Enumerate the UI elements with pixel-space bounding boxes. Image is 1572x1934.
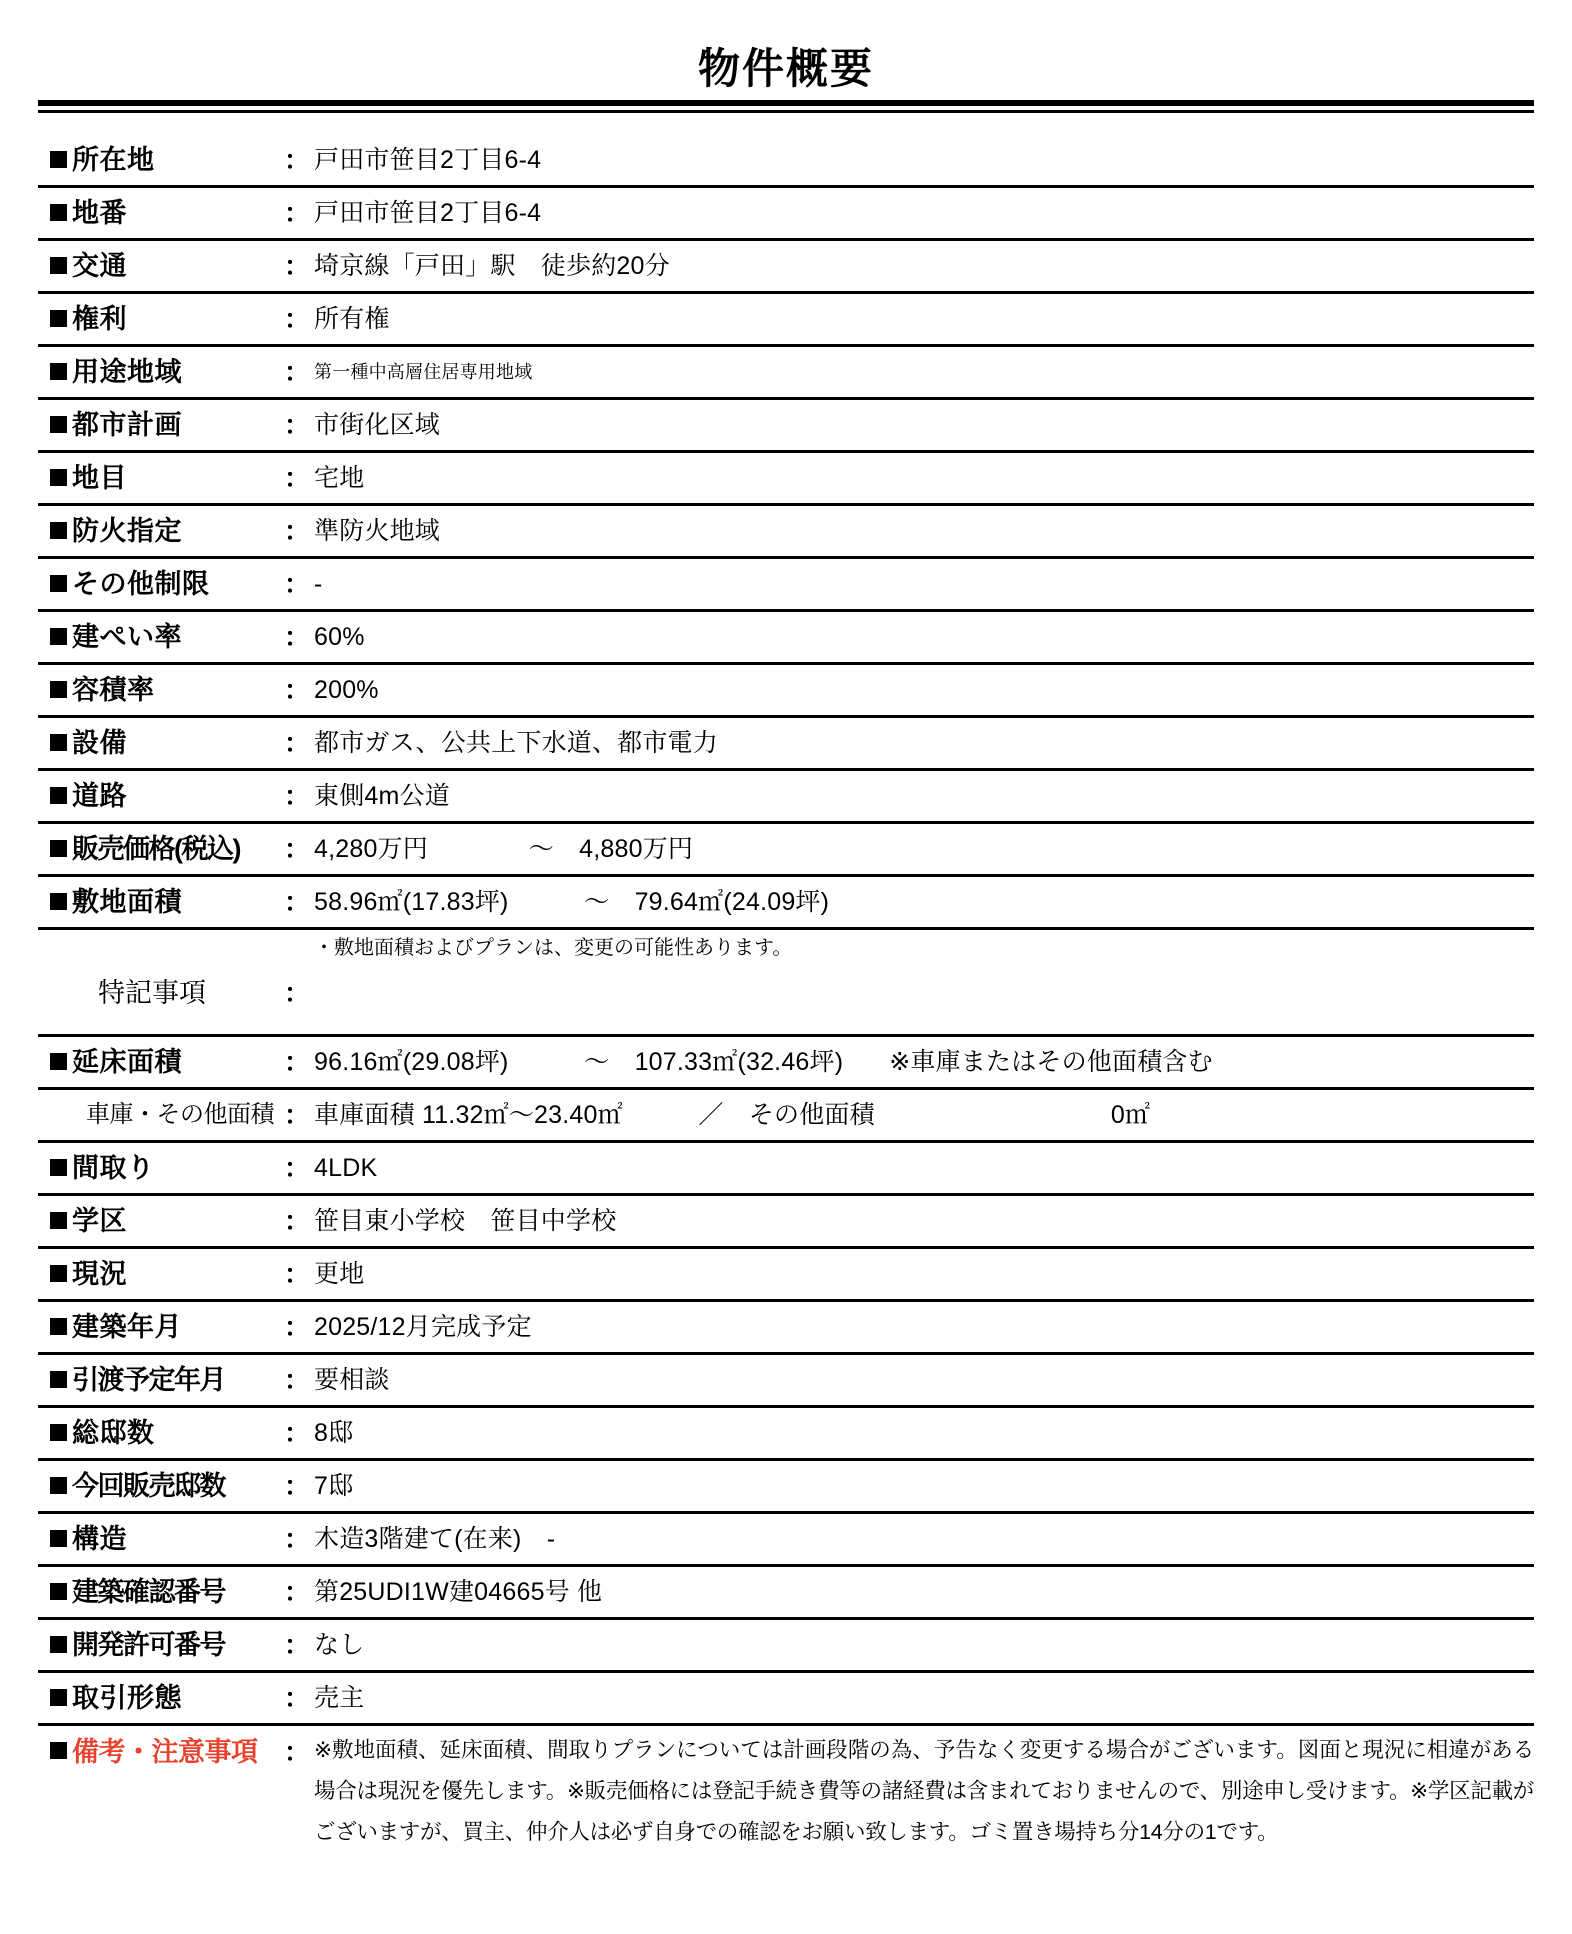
table-row — [38, 717, 1534, 770]
table-row — [38, 135, 1534, 187]
row-label: 道路 — [72, 781, 127, 812]
row-colon: ： — [284, 1630, 311, 1661]
table-row — [38, 1142, 1534, 1195]
row-value: - — [314, 570, 323, 599]
row-value: 2025/12月完成予定 — [314, 1313, 532, 1342]
table-row — [38, 240, 1534, 293]
row-value: 埼京線「戸田」駅 徒歩約20分 — [314, 252, 670, 281]
row-label: 販売価格(税込) — [72, 834, 240, 865]
table-row — [38, 664, 1534, 717]
row-label: 今回販売邸数 — [72, 1471, 225, 1502]
row-colon: ： — [284, 622, 311, 653]
row-colon: ： — [284, 1577, 311, 1608]
row-value: 宅地 — [314, 464, 365, 493]
row-value: 更地 — [314, 1260, 365, 1289]
row-colon: ： — [284, 1683, 311, 1714]
row-value-suffix: ※車庫またはその他面積含む — [889, 1048, 1213, 1077]
table-row — [38, 823, 1534, 876]
row-value: 第25UDI1W建04665号 他 — [314, 1578, 603, 1607]
row-colon: ： — [284, 357, 311, 388]
row-colon: ： — [284, 1100, 311, 1131]
bullet-icon — [50, 628, 67, 645]
row-value: 第一種中高層住居専用地域 — [314, 362, 533, 383]
bullet-icon — [50, 681, 67, 698]
row-colon: ： — [284, 1471, 311, 1502]
row-label: 延床面積 — [72, 1047, 182, 1078]
bullet-icon — [50, 893, 67, 910]
row-label: 権利 — [72, 304, 127, 335]
table-row — [38, 452, 1534, 505]
bullet-icon — [50, 1636, 67, 1653]
row-colon: ： — [284, 1206, 311, 1237]
table-row-special-notes — [38, 929, 1534, 1036]
row-value-suffix: 0㎡ — [1110, 1101, 1151, 1130]
row-value: 7邸 — [314, 1472, 354, 1501]
table-row — [38, 1672, 1534, 1725]
bullet-icon — [50, 1530, 67, 1547]
row-label: 地目 — [72, 463, 127, 494]
table-row — [38, 293, 1534, 346]
row-value: 都市ガス、公共上下水道、都市電力 — [314, 729, 718, 758]
bullet-icon — [50, 416, 67, 433]
row-label: 学区 — [72, 1206, 127, 1237]
row-colon: ： — [284, 1737, 311, 1768]
row-label: 取引形態 — [72, 1683, 182, 1714]
row-label: 設備 — [72, 728, 127, 759]
row-value: 96.16㎡(29.08坪) 〜 107.33㎡(32.46坪) — [314, 1048, 844, 1077]
title-divider — [38, 100, 1534, 113]
row-value: 8邸 — [314, 1419, 354, 1448]
row-label: 引渡予定年月 — [72, 1365, 225, 1396]
row-label: 容積率 — [72, 675, 155, 706]
row-colon: ： — [284, 1418, 311, 1449]
table-row-remarks — [38, 1725, 1534, 1902]
row-colon: ： — [284, 463, 311, 494]
row-value: 4LDK — [314, 1154, 378, 1183]
table-row — [38, 611, 1534, 664]
row-colon: ： — [284, 978, 311, 1009]
table-row — [38, 876, 1534, 929]
row-colon: ： — [284, 145, 311, 176]
row-colon: ： — [284, 516, 311, 547]
row-label: 特記事項 — [98, 978, 206, 1009]
row-colon: ： — [284, 834, 311, 865]
row-colon: ： — [284, 675, 311, 706]
row-value: 木造3階建て(在来) - — [314, 1525, 556, 1554]
bullet-icon — [50, 522, 67, 539]
bullet-icon — [50, 787, 67, 804]
bullet-icon — [50, 1053, 67, 1070]
row-label: 建築年月 — [72, 1312, 182, 1343]
bullet-icon — [50, 469, 67, 486]
row-value: 所有権 — [314, 305, 390, 334]
row-label: その他制限 — [72, 569, 210, 600]
row-label: 構造 — [72, 1524, 127, 1555]
row-label: 用途地域 — [72, 357, 182, 388]
table-row — [38, 1513, 1534, 1566]
table-row — [38, 505, 1534, 558]
table-row — [38, 1036, 1534, 1089]
row-value: 準防火地域 — [314, 517, 441, 546]
bullet-icon — [50, 1424, 67, 1441]
bullet-icon — [50, 151, 67, 168]
bullet-icon — [50, 1159, 67, 1176]
row-colon: ： — [284, 887, 311, 918]
row-value: 200% — [314, 676, 379, 705]
row-colon: ： — [284, 1047, 311, 1078]
table-row — [38, 1460, 1534, 1513]
property-spec-table — [38, 135, 1534, 1901]
remarks-value: ※敷地面積、延床面積、間取りプランについては計画段階の為、予告なく変更する場合がございます。図面と現況に相違がある場合は現況を優先します。※販売価格には登記手続き費等の諸経費は含まれておりませんので、別途申し受けます。※学区記載がございますが、買主、仲介人は必ず自身での確認をお願い致します。ゴミ置き場持ち分14分の1です。 — [314, 1738, 1534, 1845]
bullet-icon — [50, 1742, 67, 1759]
row-colon: ： — [284, 728, 311, 759]
row-value: 市街化区域 — [314, 411, 441, 440]
row-label: 建ぺい率 — [72, 622, 182, 653]
bullet-icon — [50, 1371, 67, 1388]
row-value: 売主 — [314, 1684, 365, 1713]
table-row — [38, 1248, 1534, 1301]
table-row — [38, 1301, 1534, 1354]
row-label: 地番 — [72, 198, 127, 229]
row-value: ・敷地面積およびプランは、変更の可能性あります。 — [314, 937, 793, 960]
bullet-icon-placeholder — [50, 1106, 67, 1123]
row-value: 車庫面積 11.32㎡〜23.40㎡ ／ その他面積 — [314, 1101, 875, 1130]
row-value: 60% — [314, 623, 365, 652]
row-colon: ： — [284, 1259, 311, 1290]
row-label: 車庫・その他面積 — [86, 1101, 274, 1129]
bullet-icon — [50, 1689, 67, 1706]
row-colon: ： — [284, 1312, 311, 1343]
row-value: 58.96㎡(17.83坪) 〜 79.64㎡(24.09坪) — [314, 888, 830, 917]
bullet-icon — [50, 363, 67, 380]
bullet-icon — [50, 1265, 67, 1282]
row-label: 総邸数 — [72, 1418, 155, 1449]
row-label: 間取り — [72, 1153, 155, 1184]
row-label: 所在地 — [72, 145, 155, 176]
row-value: 要相談 — [314, 1366, 390, 1395]
page-title: 物件概要 — [697, 45, 874, 92]
row-colon: ： — [284, 304, 311, 335]
row-value: なし — [314, 1631, 365, 1660]
table-row — [38, 346, 1534, 399]
bullet-icon — [50, 1583, 67, 1600]
table-row — [38, 1354, 1534, 1407]
row-value: 戸田市笹目2丁目6-4 — [314, 199, 542, 228]
table-row — [38, 1195, 1534, 1248]
row-label: 建築確認番号 — [72, 1577, 225, 1608]
table-row — [38, 558, 1534, 611]
row-colon: ： — [284, 1524, 311, 1555]
row-label: 現況 — [72, 1259, 127, 1290]
row-value: 笹目東小学校 笹目中学校 — [314, 1207, 617, 1236]
table-row — [38, 1407, 1534, 1460]
row-colon: ： — [284, 198, 311, 229]
row-value: 東側4m公道 — [314, 782, 450, 811]
table-row — [38, 399, 1534, 452]
row-colon: ： — [284, 1153, 311, 1184]
title-block — [0, 0, 1572, 113]
row-colon: ： — [284, 781, 311, 812]
bullet-icon — [50, 1318, 67, 1335]
table-row — [38, 1089, 1534, 1142]
row-colon: ： — [284, 410, 311, 441]
row-label: 交通 — [72, 251, 127, 282]
row-label: 防火指定 — [72, 516, 182, 547]
row-colon: ： — [284, 1365, 311, 1396]
table-row — [38, 1566, 1534, 1619]
row-label-remarks: 備考・注意事項 — [72, 1737, 258, 1768]
bullet-icon-placeholder — [50, 930, 67, 947]
bullet-icon — [50, 734, 67, 751]
row-label: 都市計画 — [72, 410, 182, 441]
table-row — [38, 1619, 1534, 1672]
bullet-icon — [50, 257, 67, 274]
bullet-icon — [50, 204, 67, 221]
row-label: 敷地面積 — [72, 887, 182, 918]
bullet-icon — [50, 1212, 67, 1229]
row-label: 開発許可番号 — [72, 1630, 225, 1661]
row-colon: ： — [284, 569, 311, 600]
bullet-icon — [50, 840, 67, 857]
bullet-icon — [50, 310, 67, 327]
table-row — [38, 187, 1534, 240]
row-value: 戸田市笹目2丁目6-4 — [314, 146, 542, 175]
bullet-icon — [50, 1477, 67, 1494]
table-row — [38, 770, 1534, 823]
row-colon: ： — [284, 251, 311, 282]
row-value: 4,280万円 〜 4,880万円 — [314, 835, 694, 864]
bullet-icon — [50, 575, 67, 592]
